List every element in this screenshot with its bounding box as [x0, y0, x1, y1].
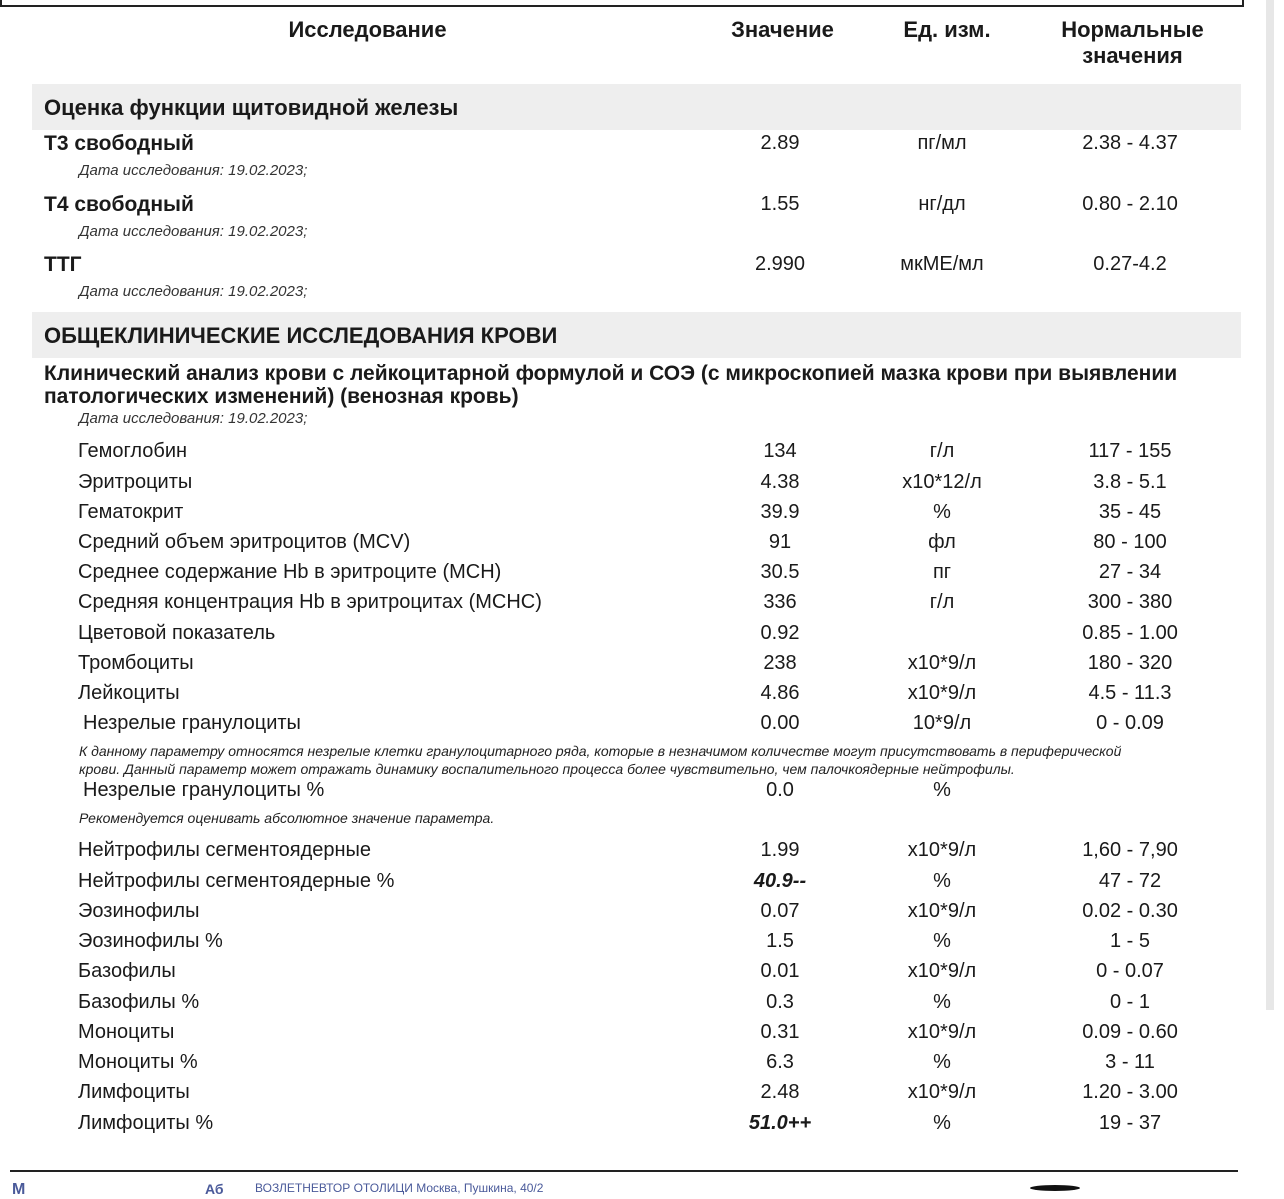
- blood-row-norm: 0 - 0.07: [1096, 960, 1164, 982]
- thyroid-title: Оценка функции щитовидной железы: [44, 95, 459, 120]
- blood-row-norm: 0.85 - 1.00: [1082, 622, 1178, 644]
- blood-row-norm: 180 - 320: [1087, 652, 1173, 674]
- blood-row-value: 0.92: [760, 622, 800, 644]
- blood-row-unit: %: [933, 1112, 951, 1134]
- blood-row-norm: 47 - 72: [1098, 870, 1162, 892]
- blood-row-unit: x10*9/л: [907, 900, 977, 922]
- blood-row-norm: 3.8 - 5.1: [1093, 471, 1167, 493]
- thyroid-row-name: ТТГ: [44, 253, 82, 276]
- blood-row-value: 6.3: [766, 1051, 794, 1073]
- blood-row-norm: 80 - 100: [1093, 531, 1167, 553]
- immature-pct-value: 0.0: [766, 779, 794, 801]
- footer-divider: [10, 1170, 1238, 1172]
- note-immature-line2: крови. Данный параметр может отражать динамику воспалительного процесса более чувствительно, чем палочкоядерные нейтрофилы.: [79, 761, 1015, 777]
- blood-row-norm: 0.02 - 0.30: [1082, 900, 1178, 922]
- blood-row-value: 0.3: [766, 991, 794, 1013]
- blood-row-unit: x10*9/л: [907, 1081, 977, 1103]
- page-edge: [1266, 0, 1274, 1010]
- thyroid-row-date: Дата исследования: 19.02.2023;: [79, 162, 308, 179]
- blood-row-name: Моноциты %: [78, 1051, 198, 1073]
- blood-row-unit: г/л: [929, 591, 955, 613]
- blood-row-norm: 1.20 - 3.00: [1082, 1081, 1178, 1103]
- blood-row-unit: %: [933, 1051, 951, 1073]
- blood-row-unit: г/л: [929, 440, 955, 462]
- immature-pct-unit: %: [933, 779, 951, 801]
- blood-row-name: Средний объем эритроцитов (MCV): [78, 531, 411, 553]
- thyroid-row-unit: пг/мл: [917, 132, 967, 154]
- thyroid-row-value: 2.990: [754, 253, 806, 275]
- blood-row-name: Нейтрофилы сегментоядерные: [78, 839, 372, 861]
- top-frame: [0, 0, 1244, 7]
- blood-row-unit: x10*12/л: [902, 471, 982, 493]
- blood-row-unit: фл: [928, 531, 956, 553]
- note-immature-line1: К данному параметру относятся незрелые клетки гранулоцитарного ряда, которые в незначимом количестве могут присутствовать в периферической: [79, 743, 1122, 759]
- thyroid-row-norm: 2.38 - 4.37: [1082, 132, 1178, 154]
- blood-row-name: Цветовой показатель: [78, 622, 276, 644]
- blood-row-name: Базофилы %: [78, 991, 200, 1013]
- blood-row-value: 0.31: [760, 1021, 800, 1043]
- blood-row-unit: 10*9/л: [912, 712, 972, 734]
- blood-row-name: Гематокрит: [78, 501, 184, 523]
- thyroid-row-date: Дата исследования: 19.02.2023;: [79, 283, 308, 300]
- blood-row-norm: 3 - 11: [1105, 1051, 1155, 1073]
- blood-row-norm: 19 - 37: [1098, 1112, 1162, 1134]
- blood-row-unit: x10*9/л: [907, 652, 977, 674]
- blood-row-norm: 0.09 - 0.60: [1082, 1021, 1178, 1043]
- blood-subtitle-line1: Клинический анализ крови с лейкоцитарной формулой и СОЭ (с микроскопией мазка крови при выявлении: [44, 362, 1178, 385]
- blood-row-name: Тромбоциты: [78, 652, 194, 674]
- blood-row-name: Нейтрофилы сегментоядерные %: [78, 870, 395, 892]
- blood-row-value: 4.86: [760, 682, 800, 704]
- blood-row-value: 336: [763, 591, 797, 613]
- blood-date: Дата исследования: 19.02.2023;: [79, 410, 308, 427]
- blood-row-unit: %: [933, 870, 951, 892]
- blood-row-norm: 4.5 - 11.3: [1088, 682, 1172, 704]
- blood-row-value: 134: [763, 440, 797, 462]
- blood-row-name: Незрелые гранулоциты: [83, 712, 301, 734]
- blood-row-norm: 0 - 1: [1109, 991, 1151, 1013]
- blood-row-name: Моноциты: [78, 1021, 175, 1043]
- footer-logo: [1030, 1185, 1080, 1191]
- blood-row-norm: 35 - 45: [1098, 501, 1162, 523]
- blood-row-unit: %: [933, 501, 951, 523]
- header-value: Значение: [731, 17, 834, 42]
- header-norm-line2: значения: [1082, 43, 1183, 68]
- blood-row-name: Эозинофилы: [78, 900, 200, 922]
- thyroid-row-value: 1.55: [760, 193, 800, 215]
- thyroid-row-unit: нг/дл: [918, 193, 966, 215]
- thyroid-row-value: 2.89: [760, 132, 800, 154]
- blood-subtitle-line2: патологических изменений) (венозная кровь): [44, 385, 519, 408]
- blood-row-unit: x10*9/л: [907, 839, 977, 861]
- blood-title: ОБЩЕКЛИНИЧЕСКИЕ ИССЛЕДОВАНИЯ КРОВИ: [44, 323, 558, 348]
- blood-row-norm: 27 - 34: [1098, 561, 1162, 583]
- blood-row-value: 91: [768, 531, 792, 553]
- blood-row-value: 39.9: [760, 501, 800, 523]
- blood-row-value: 238: [763, 652, 797, 674]
- thyroid-row-date: Дата исследования: 19.02.2023;: [79, 223, 308, 240]
- blood-row-name: Лейкоциты: [78, 682, 180, 704]
- blood-row-unit: %: [933, 930, 951, 952]
- blood-row-unit: x10*9/л: [907, 682, 977, 704]
- blood-row-norm: 300 - 380: [1087, 591, 1173, 613]
- header-study: Исследование: [288, 17, 447, 42]
- blood-row-name: Базофилы: [78, 960, 176, 982]
- immature-pct-name: Незрелые гранулоциты %: [83, 779, 325, 801]
- blood-row-norm: 1 - 5: [1109, 930, 1151, 952]
- blood-row-value-flagged: 40.9--: [753, 870, 807, 892]
- blood-row-name: Среднее содержание Hb в эритроците (MCH): [78, 561, 502, 583]
- blood-row-name: Лимфоциты: [78, 1081, 190, 1103]
- blood-row-norm: 117 - 155: [1088, 440, 1172, 462]
- blood-row-value: 0.00: [760, 712, 800, 734]
- blood-row-name: Эритроциты: [78, 471, 193, 493]
- thyroid-row-norm: 0.80 - 2.10: [1082, 193, 1178, 215]
- blood-row-name: Средняя концентрация Hb в эритроцитах (MCHC): [78, 591, 542, 613]
- blood-row-value: 0.01: [760, 960, 800, 982]
- header-unit: Ед. изм.: [903, 17, 991, 42]
- footer-address: ВОЗЛЕТНЕВТОР ОТОЛИЦИ Москва, Пушкина, 40/2: [255, 1181, 544, 1195]
- blood-row-value-flagged: 51.0++: [748, 1112, 812, 1134]
- thyroid-row-name: Т3 свободный: [44, 132, 194, 155]
- note-immature-pct: Рекомендуется оценивать абсолютное значение параметра.: [79, 810, 495, 826]
- blood-row-norm: 1,60 - 7,90: [1082, 839, 1178, 861]
- blood-row-unit: %: [933, 991, 951, 1013]
- thyroid-row-name: Т4 свободный: [44, 193, 194, 216]
- blood-row-name: Гемоглобин: [78, 440, 188, 462]
- blood-row-name: Эозинофилы %: [78, 930, 223, 952]
- blood-row-unit: пг: [932, 561, 952, 583]
- blood-row-norm: 0 - 0.09: [1096, 712, 1164, 734]
- header-norm-line1: Нормальные: [1061, 17, 1204, 42]
- footer-text-left: М: [12, 1181, 26, 1198]
- blood-row-value: 1.99: [760, 839, 800, 861]
- footer-text-mid: Аб: [205, 1181, 224, 1197]
- thyroid-row-unit: мкМЕ/мл: [900, 253, 984, 275]
- thyroid-row-norm: 0.27-4.2: [1093, 253, 1167, 275]
- blood-row-value: 30.5: [760, 561, 800, 583]
- blood-row-value: 4.38: [760, 471, 800, 493]
- blood-row-name: Лимфоциты %: [78, 1112, 214, 1134]
- blood-row-value: 2.48: [760, 1081, 800, 1103]
- blood-row-value: 1.5: [766, 930, 794, 952]
- blood-row-value: 0.07: [760, 900, 800, 922]
- blood-row-unit: x10*9/л: [907, 1021, 977, 1043]
- blood-row-unit: x10*9/л: [907, 960, 977, 982]
